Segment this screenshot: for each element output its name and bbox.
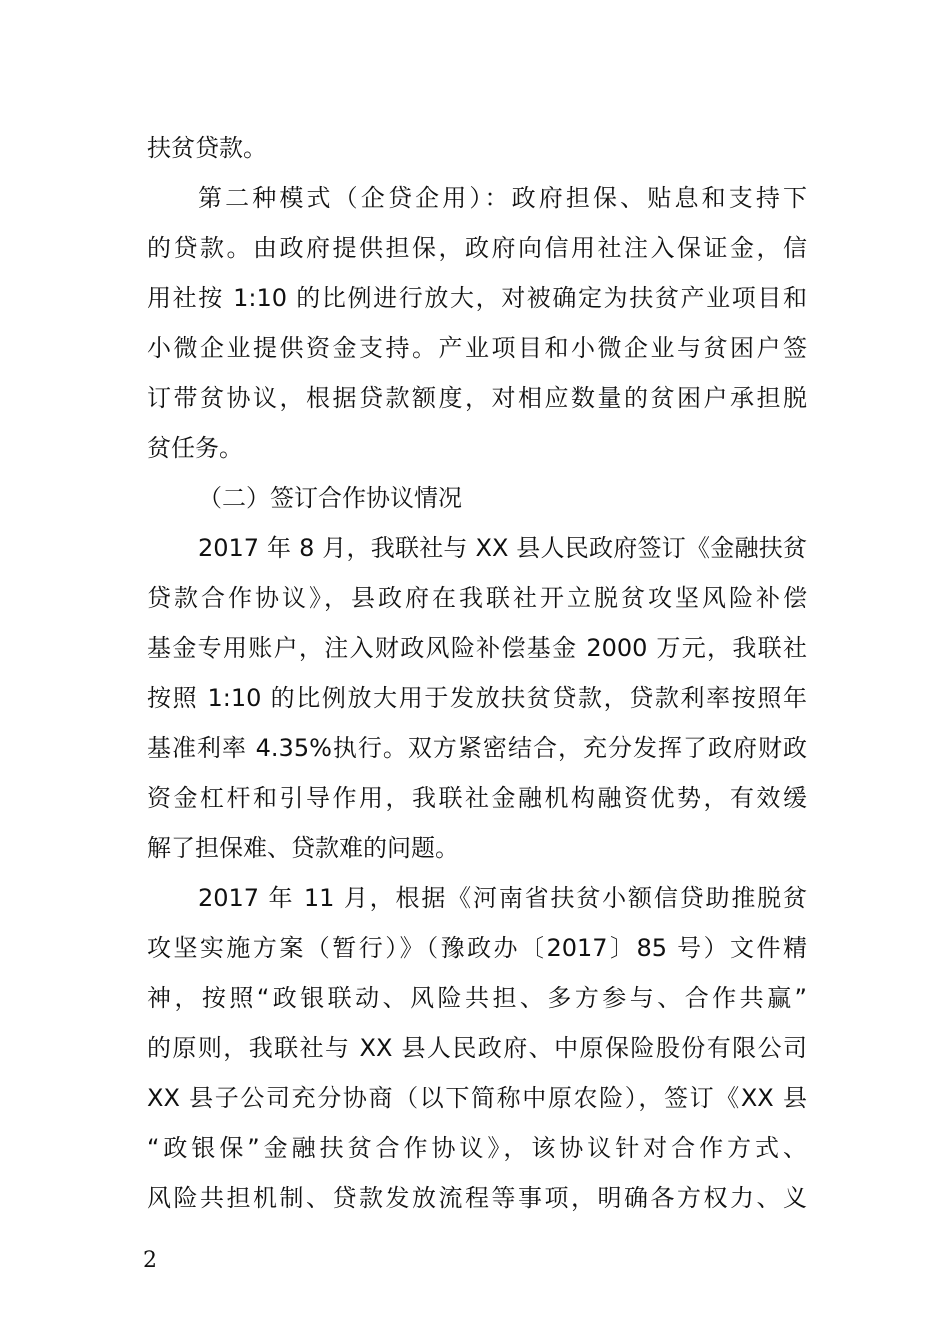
paragraph-line: 攻坚实施方案（暂行）》（豫政办〔2017〕85 号）文件精 <box>147 934 807 962</box>
paragraph-line: 小微企业提供资金支持。产业项目和小微企业与贫困户签 <box>147 334 807 362</box>
paragraph-line: 神，按照“政银联动、风险共担、多方参与、合作共赢” <box>147 984 807 1012</box>
paragraph-line: 第二种模式（企贷企用）：政府担保、贴息和支持下 <box>198 184 807 212</box>
paragraph-line: 资金杠杆和引导作用，我联社金融机构融资优势，有效缓 <box>147 784 807 812</box>
paragraph-line: 风险共担机制、贷款发放流程等事项，明确各方权力、义 <box>147 1184 807 1212</box>
page-number: 2 <box>143 1248 157 1273</box>
paragraph-line: 订带贫协议，根据贷款额度，对相应数量的贫困户承担脱 <box>147 384 807 412</box>
paragraph-line: “政银保”金融扶贫合作协议》，该协议针对合作方式、 <box>147 1134 807 1162</box>
paragraph-line: XX 县子公司充分协商（以下简称中原农险），签订《XX 县 <box>147 1084 807 1112</box>
paragraph-line: 贷款合作协议》，县政府在我联社开立脱贫攻坚风险补偿 <box>147 584 807 612</box>
paragraph-line: 基金专用账户，注入财政风险补偿基金 2000 万元，我联社 <box>147 634 807 662</box>
paragraph-line: 2017 年 8 月，我联社与 XX 县人民政府签订《金融扶贫 <box>198 534 807 562</box>
paragraph-line: 解了担保难、贷款难的问题。 <box>147 834 459 862</box>
paragraph-line: 基准利率 4.35%执行。双方紧密结合，充分发挥了政府财政 <box>147 734 807 762</box>
paragraph-line: 的贷款。由政府提供担保，政府向信用社注入保证金，信 <box>147 234 807 262</box>
paragraph-line: 按照 1:10 的比例放大用于发放扶贫贷款，贷款利率按照年 <box>147 684 807 712</box>
paragraph-line: 贫任务。 <box>147 434 243 462</box>
section-heading: （二）签订合作协议情况 <box>198 484 462 512</box>
paragraph-line: 用社按 1:10 的比例进行放大，对被确定为扶贫产业项目和 <box>147 284 807 312</box>
paragraph-line: 的原则，我联社与 XX 县人民政府、中原保险股份有限公司 <box>147 1034 807 1062</box>
paragraph-line: 2017 年 11 月，根据《河南省扶贫小额信贷助推脱贫 <box>198 884 807 912</box>
paragraph-line: 扶贫贷款。 <box>147 134 267 162</box>
